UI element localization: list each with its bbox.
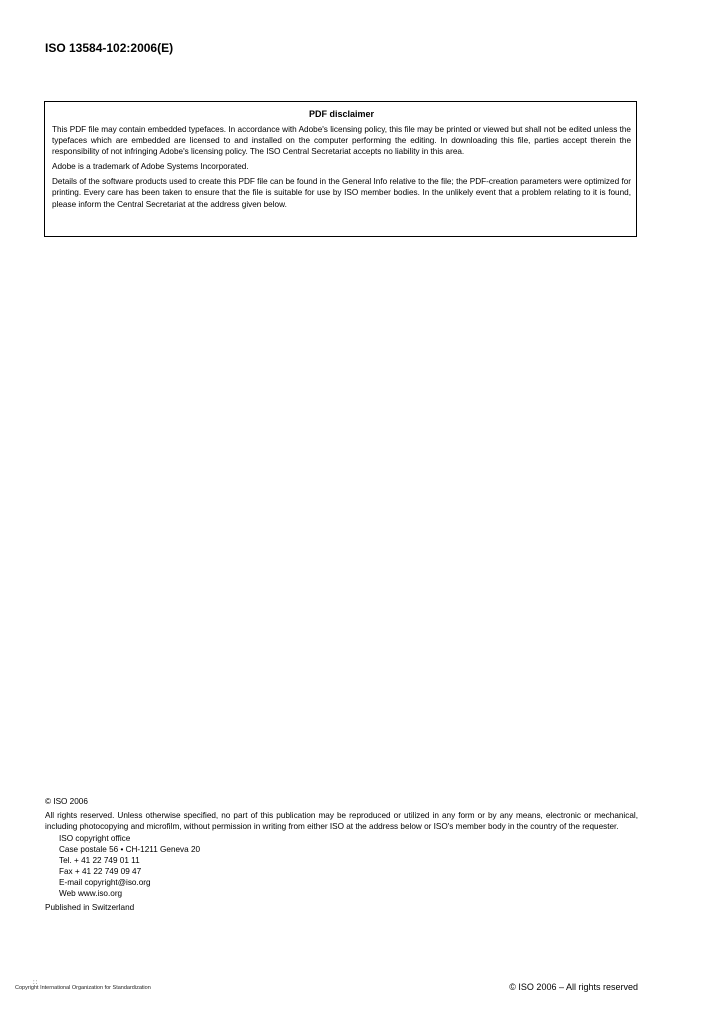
published-line: Published in Switzerland bbox=[45, 903, 135, 912]
address-web: Web www.iso.org bbox=[59, 889, 123, 898]
address-email: E-mail copyright@iso.org bbox=[59, 878, 151, 887]
disclaimer-paragraph-software: Details of the software products used to create this PDF file can be found in the General Info relative to the file; the PDF-creation parameters were optimized for printing. Every care has been taken to ensure that the file is suitable for use by ISO member bodies. In the unlikely event that a problem relating to it is found, please inform the Central Secretariat at the address given below. bbox=[52, 177, 631, 209]
footer-rights-reserved: © ISO 2006 – All rights reserved bbox=[509, 982, 638, 992]
footer-copyright-org bbox=[15, 981, 151, 992]
document-id-header: ISO 13584-102:2006(E) bbox=[45, 41, 174, 55]
footer-marks: :: bbox=[33, 980, 39, 986]
disclaimer-paragraph-typefaces: This PDF file may contain embedded typefaces. In accordance with Adobe's licensing policy, this file may be printed or viewed but shall not be edited unless the typefaces which are embedded are licensed to and installed on the computer performing the editing. In downloading this file, parties accept therein the responsibility of not infringing Adobe's licensing policy. The ISO Central Secretariat accepts no liability in this area. bbox=[52, 125, 631, 157]
copyright-section bbox=[45, 796, 638, 913]
disclaimer-title: PDF disclaimer bbox=[308, 109, 375, 119]
pdf-disclaimer-box bbox=[44, 101, 637, 237]
copyright-symbol-line: © ISO 2006 bbox=[45, 797, 88, 806]
disclaimer-paragraph-trademark: Adobe is a trademark of Adobe Systems Incorporated. bbox=[52, 162, 249, 172]
copyright-rights-text: All rights reserved. Unless otherwise specified, no part of this publication may be reproduced or utilized in any form or by any means, electronic or mechanical, including photocopying and microfilm, without permission in writing from either ISO at the address below or ISO's member body in the country of the requester. bbox=[45, 811, 638, 831]
address-postal: Case postale 56 • CH-1211 Geneva 20 bbox=[59, 845, 201, 854]
footer-org-text: Copyright International Organization for Standardization bbox=[15, 985, 151, 991]
address-office: ISO copyright office bbox=[59, 834, 131, 843]
iso-address-block bbox=[45, 833, 638, 899]
address-tel: Tel. + 41 22 749 01 11 bbox=[59, 856, 140, 865]
address-fax: Fax + 41 22 749 09 47 bbox=[59, 867, 142, 876]
